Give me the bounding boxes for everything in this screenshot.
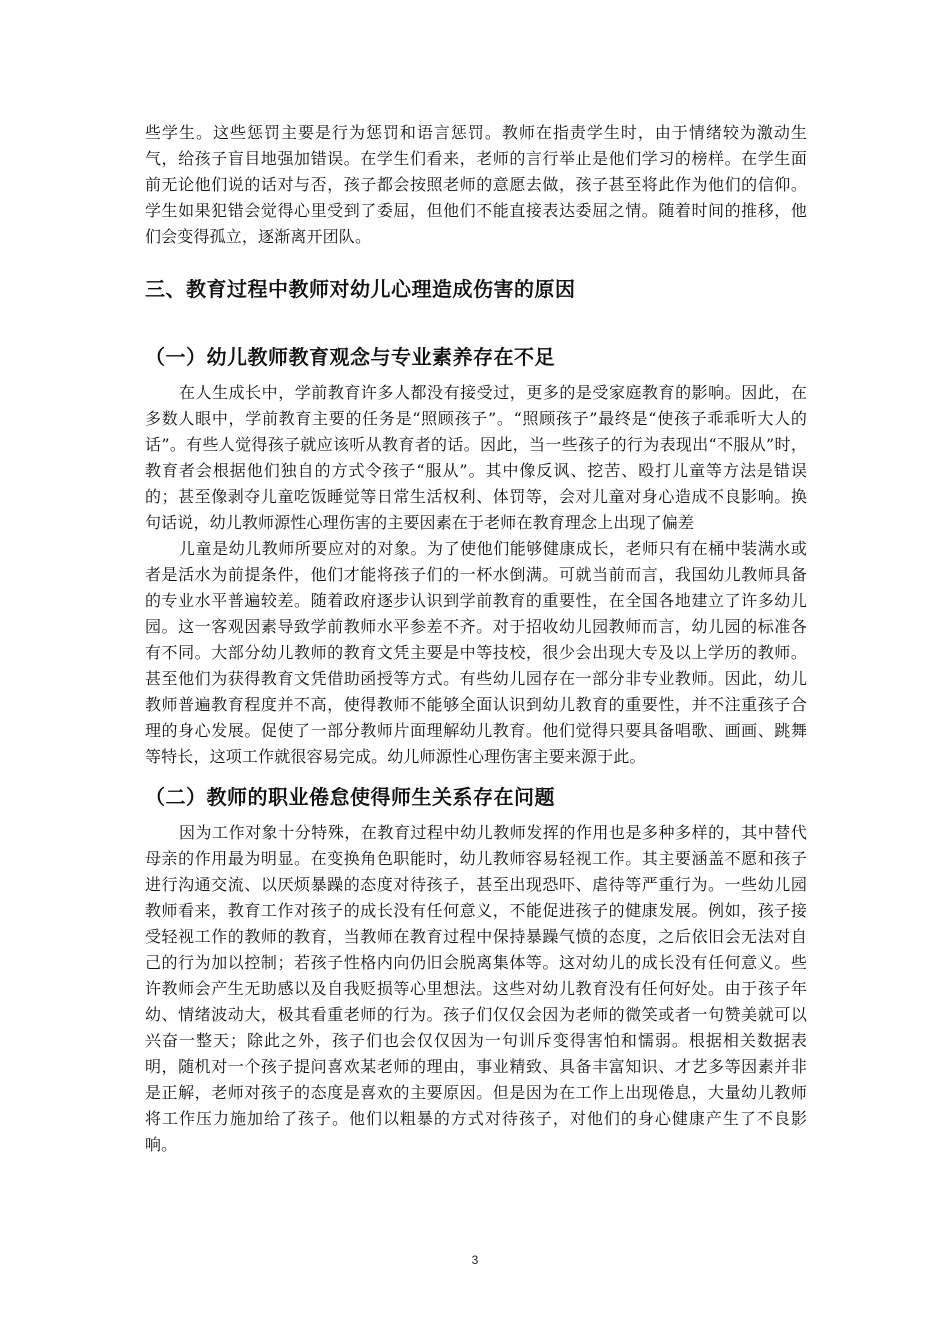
subsection-heading-1: （一）幼儿教师教育观念与专业素养存在不足 [145,345,555,369]
page-content [145,120,807,1158]
page-number: 3 [471,1253,479,1267]
section-heading-3: 三、教育过程中教师对幼儿心理造成伤害的原因 [145,277,576,301]
paragraph-2-1: 因为工作对象十分特殊，在教育过程中幼儿教师发挥的作用也是多种多样的，其中替代母亲的作用最为明显。在变换角色职能时，幼儿教师容易轻视工作。其主要涵盖不愿和孩子进行沟通交流、以厌烦暴躁的态度对待孩子，甚至出现恐吓、虐待等严重行为。一些幼儿园教师看来，教育工作对孩子的成长没有任何意义，不能促进孩子的健康发展。例如，孩子接受轻视工作的教师的教育，当教师在教育过程中保持暴躁气愤的态度，之后依旧会无法对自己的行为加以控制；若孩子性格内向仍旧会脱离集体等。这对幼儿的成长没有任何意义。些许教师会产生无助感以及自我贬损等心里想法。这些对幼儿教育没有任何好处。由于孩子年幼、情绪波动大，极其看重老师的行为。孩子们仅仅会因为老师的微笑或者一句赞美就可以兴奋一整天；除此之外，孩子们也会仅仅因为一句训斥变得害怕和懦弱。根据相关数据表明，随机对一个孩子提问喜欢某老师的理由，事业精致、具备丰富知识、才艺多等因素并非是正解，老师对孩子的态度是喜欢的主要原因。但是因为在工作上出现倦息，大量幼儿教师将工作压力施加给了孩子。他们以粗暴的方式对待孩子，对他们的身心健康产生了不良影响。 [145,823,807,1154]
paragraph-continued: 些学生。这些惩罚主要是行为惩罚和语言惩罚。教师在指责学生时，由于情绪较为激动生气，给孩子盲目地强加错误。在学生们看来，老师的言行举止是他们学习的榜样。在学生面前无论他们说的话对与否，孩子都会按照老师的意愿去做，孩子甚至将此作为他们的信仰。学生如果犯错会觉得心里受到了委屈，但他们不能直接表达委屈之情。随着时间的推移，他们会变得孤立，逐渐离开团队。 [145,123,807,246]
paragraph-1-1: 在人生成长中，学前教育许多人都没有接受过，更多的是受家庭教育的影响。因此，在多数人眼中，学前教育主要的任务是“照顾孩子”。“照顾孩子”最终是“使孩子乖乖听大人的话”。有些人觉得孩子就应该听从教育者的话。因此，当一些孩子的行为表现出“不服从”时，教育者会根据他们独自的方式令孩子“服从”。其中像反讽、挖苦、殴打儿童等方法是错误的；甚至像剥夺儿童吃饭睡觉等日常生活权利、体罚等，会对儿童对身心造成不良影响。换句话说，幼儿教师源性心理伤害的主要因素在于老师在教育理念上出现了偏差 [145,383,807,532]
subsection-heading-2: （二）教师的职业倦怠使得师生关系存在问题 [145,785,555,809]
paragraph-1-2: 儿童是幼儿教师所要应对的对象。为了使他们能够健康成长，老师只有在桶中装满水或者是活水为前提条件，他们才能将孩子们的一杯水倒满。可就当前而言，我国幼儿教师具备的专业水平普遍较差。随着政府逐步认识到学前教育的重要性，在全国各地建立了许多幼儿园。这一客观因素导致学前教师水平参差不齐。对于招收幼儿园教师而言，幼儿园的标准各有不同。大部分幼儿教师的教育文凭主要是中等技校，很少会出现大专及以上学历的教师。甚至他们为获得教育文凭借助函授等方式。有些幼儿园存在一部分非专业教师。因此，幼儿教师普遍教育程度并不高，使得教师不能够全面认识到幼儿教育的重要性，并不注重孩子合理的身心发展。促使了一部分教师片面理解幼儿教育。他们觉得只要具备唱歌、画画、跳舞等特长，这项工作就很容易完成。幼儿师源性心理伤害主要来源于此。 [145,539,807,766]
